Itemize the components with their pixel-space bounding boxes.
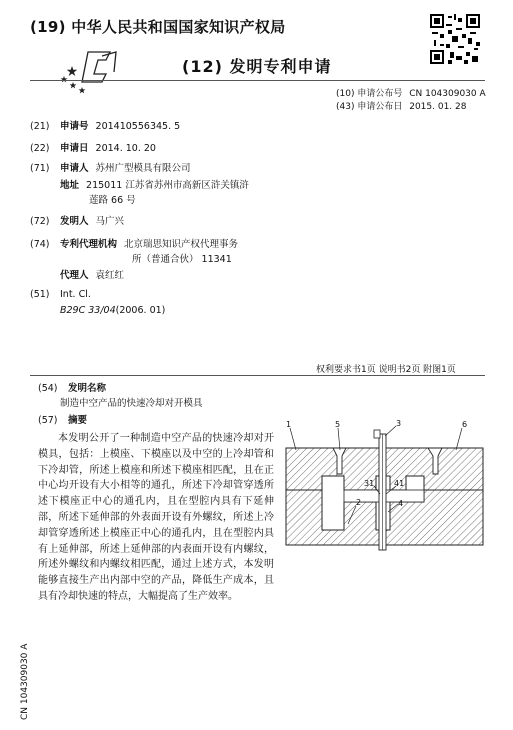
field-code: (71) <box>30 163 50 174</box>
field-code: (21) <box>30 121 50 132</box>
invention-title: 制造中空产品的快速冷却对开模具 <box>60 398 203 409</box>
agency-line-2: 所（普通合伙） 11341 <box>132 254 232 265</box>
field-label: 申请人 <box>60 163 89 174</box>
field-label: 发明名称 <box>68 383 107 394</box>
field-label: 专利代理机构 <box>60 239 118 250</box>
field-code: (57) <box>38 415 58 426</box>
application-number: 201410556345. 5 <box>95 121 181 132</box>
address-row <box>60 177 249 191</box>
publication-number: CN 104309030 A <box>409 89 486 99</box>
abstract-text: 本发明公开了一种制造中空产品的快速冷却对开模具，包括：上模座、下模座以及中空的上冷却管和下冷却管，所述上模座和所述下模座相匹配，且在正中心均开设有大小相等的通孔，所述下冷却管穿透所述下模座正中心的通孔内，且在型腔内具有下延伸部，所述下延伸部的外表面开设有外螺纹，所述上冷却管穿透所述上模座正中心的通孔内，且在型腔内具有上延伸部，所述上延伸部的内表面开设有内螺纹，所述外螺纹和内螺纹相匹配，通过上述方式，本发明能够直接生产出内部中空的产品，降低生产成本，且具有冷却快速的特点，大幅提高了生产效率。 <box>38 433 274 602</box>
document-type-heading: (12) 发明专利申请 <box>182 57 332 76</box>
mold-cross-section-figure <box>278 420 488 555</box>
publication-number-row <box>336 86 486 99</box>
applicant-name: 苏州广型模具有限公司 <box>95 163 191 174</box>
page-count-info: 权利要求书1页 说明书2页 附图1页 <box>316 365 456 375</box>
figure-label: 41 <box>394 479 405 488</box>
office-heading: (19) 中华人民共和国国家知识产权局 <box>30 18 286 36</box>
int-cl-class-row <box>60 305 165 316</box>
section-divider <box>30 375 485 376</box>
figure-label: 1 <box>286 420 292 429</box>
publication-date: 2015. 01. 28 <box>409 102 467 112</box>
application-number-row <box>30 118 180 132</box>
side-publication-number: CN 104309030 A <box>20 643 30 720</box>
agent-name: 袁红红 <box>95 270 125 281</box>
int-cl-row <box>30 289 91 300</box>
inventor-name: 马广兴 <box>95 216 125 227</box>
filing-date-row <box>30 140 156 154</box>
field-code: (54) <box>38 383 58 394</box>
int-cl-value: B29C 33/04 <box>60 305 116 316</box>
qr-code-icon <box>430 14 480 64</box>
field-label: 代理人 <box>60 270 89 281</box>
inventor-row <box>30 213 124 227</box>
field-code: (72) <box>30 216 50 227</box>
abstract-heading-row <box>38 412 87 426</box>
address-line-1: 215011 江苏省苏州市高新区浒关镇浒 <box>86 180 249 191</box>
field-code: (51) <box>30 289 50 300</box>
field-code: (22) <box>30 143 50 154</box>
field-label: 申请号 <box>60 121 89 132</box>
header-divider <box>30 80 485 81</box>
field-label: Int. Cl. <box>60 289 91 300</box>
agency-line-1: 北京瑞思知识产权代理事务 <box>124 239 239 250</box>
figure-label: 3 <box>396 420 402 428</box>
figure-label: 2 <box>356 498 362 507</box>
field-label: 摘要 <box>68 415 88 426</box>
field-label: 地址 <box>60 180 80 191</box>
figure-label: 6 <box>462 420 468 429</box>
field-label: 申请日 <box>60 143 89 154</box>
figure-label: 4 <box>398 499 404 508</box>
filing-date: 2014. 10. 20 <box>95 143 156 154</box>
field-code: (74) <box>30 239 50 250</box>
field-label: 发明人 <box>60 216 89 227</box>
publication-date-row <box>336 99 466 112</box>
agency-row <box>30 236 238 250</box>
applicant-row <box>30 160 191 174</box>
publication-date-label: (43) 申请公布日 <box>336 102 403 112</box>
emblem-icon <box>58 46 124 96</box>
figure-label: 5 <box>335 420 341 429</box>
figure-label: 31 <box>364 479 375 488</box>
title-row <box>38 380 106 394</box>
publication-number-label: (10) 申请公布号 <box>336 89 403 99</box>
address-line-2: 莲路 66 号 <box>89 195 136 206</box>
agent-row <box>60 267 124 281</box>
int-cl-year: (2006. 01) <box>115 305 166 316</box>
